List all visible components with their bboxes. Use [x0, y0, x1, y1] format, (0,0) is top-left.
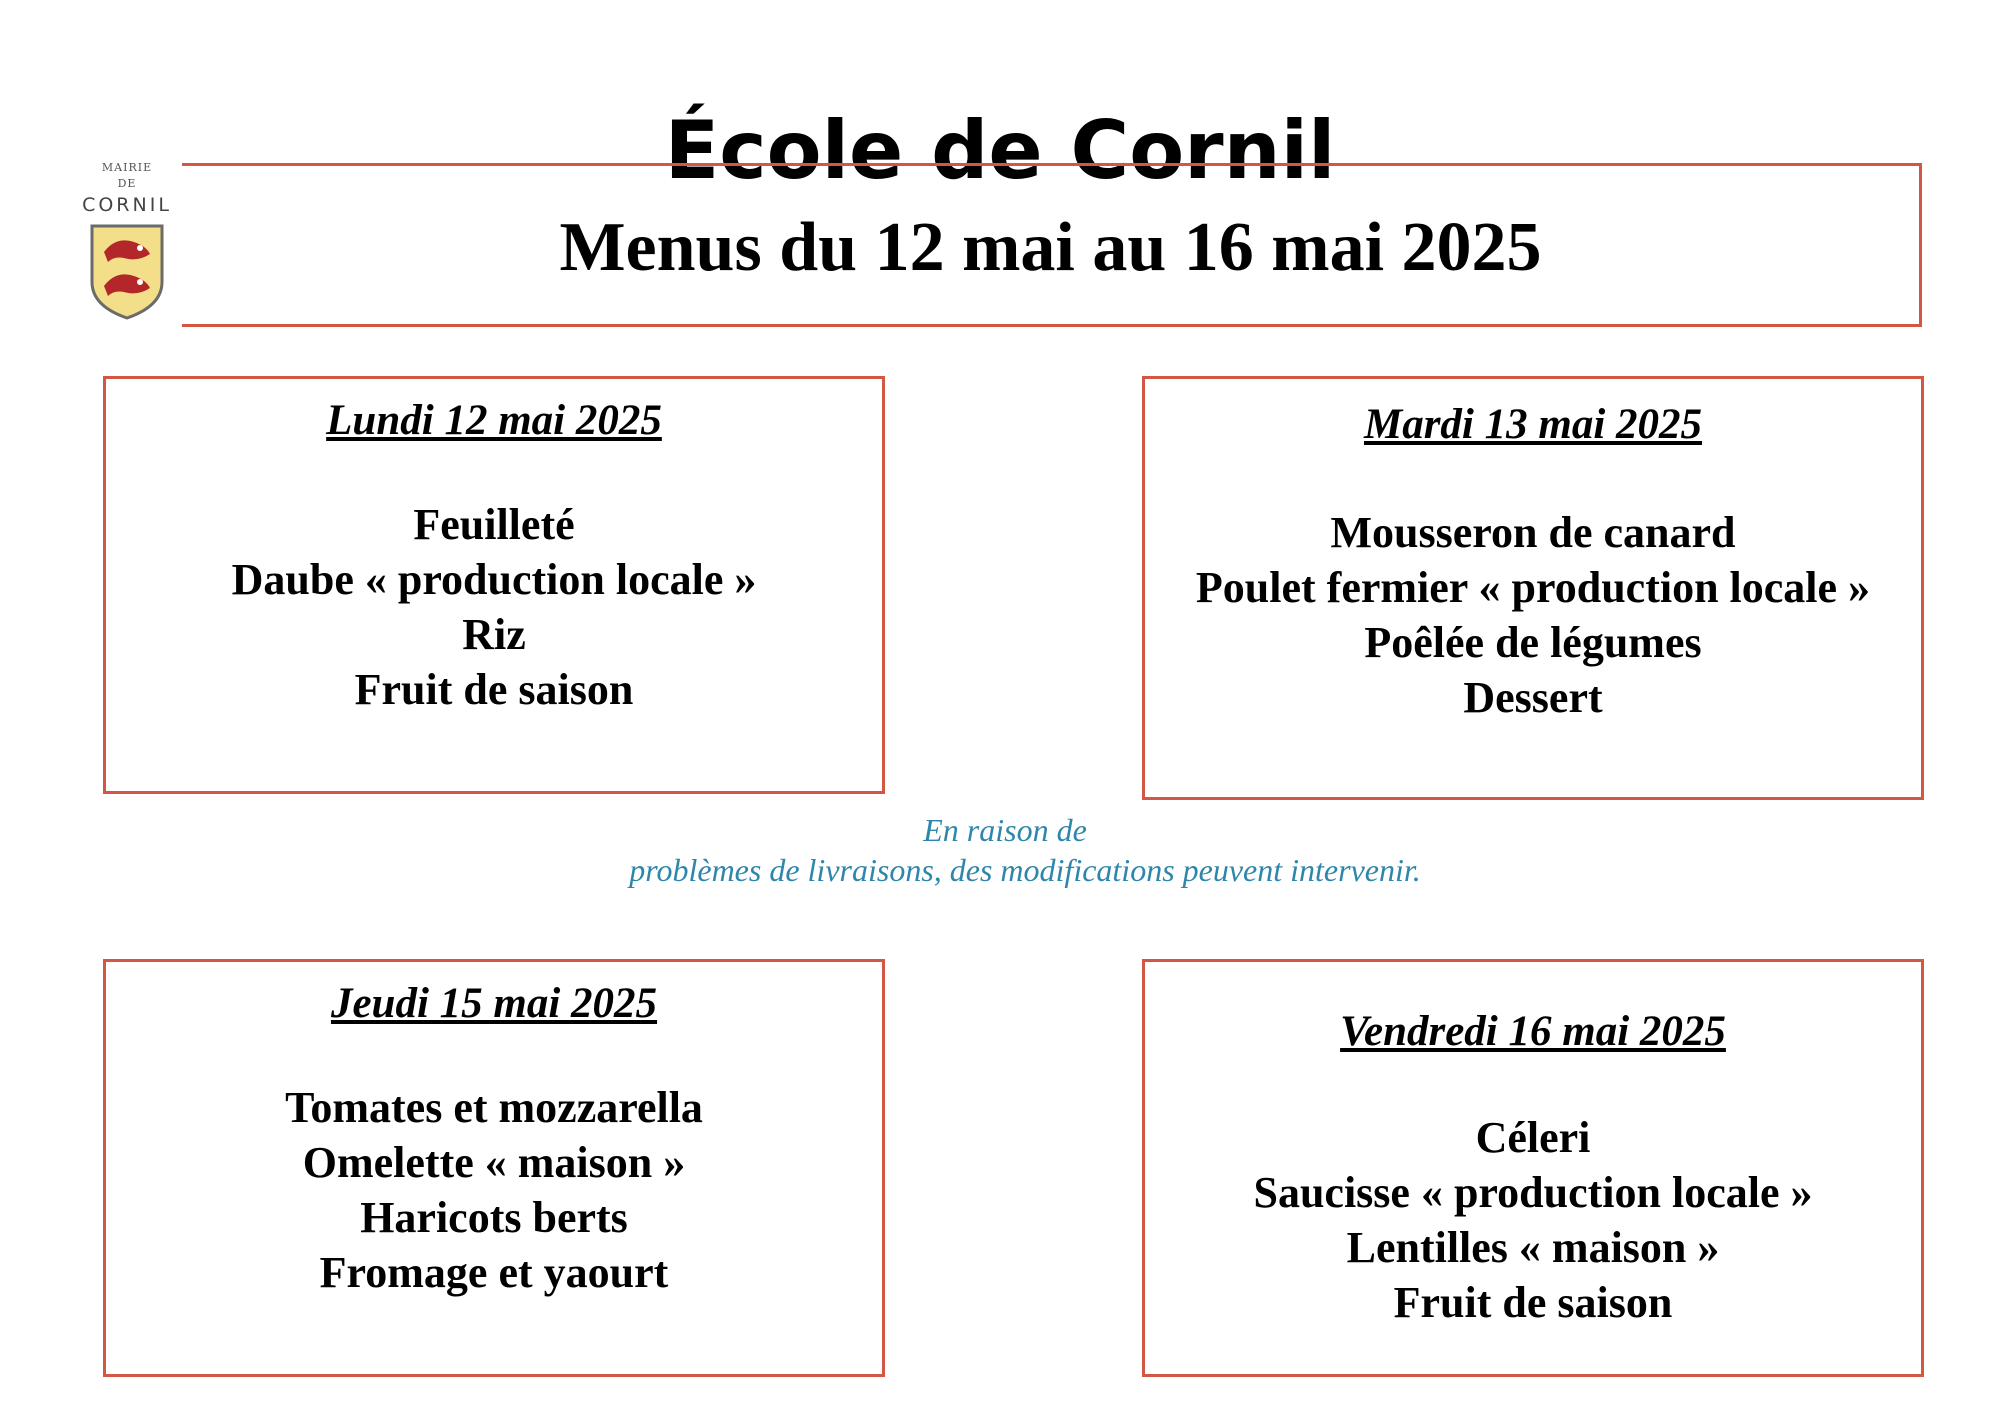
dish-item: Poêlée de légumes: [1364, 618, 1702, 667]
dish-item: Fromage et yaourt: [319, 1248, 669, 1297]
menu-header-box: [182, 163, 1922, 327]
delivery-notice: [0, 810, 2000, 890]
day-box-jeudi: [103, 959, 885, 1377]
day-box-mardi: [1142, 376, 1924, 800]
dish-item: Dessert: [1463, 673, 1603, 722]
dish-item: Mousseron de canard: [1330, 508, 1736, 557]
day-box-lundi: [103, 376, 885, 794]
logo-de-text: DE: [117, 177, 137, 190]
day-title: Mardi 13 mai 2025: [1363, 401, 1703, 448]
dish-item: Lentilles « maison »: [1346, 1223, 1720, 1272]
day-title: Jeudi 15 mai 2025: [330, 980, 658, 1027]
dish-item: Fruit de saison: [1393, 1278, 1673, 1327]
menu-period-title: Menus du 12 mai au 16 mai 2025: [559, 209, 1542, 286]
dish-item: Fruit de saison: [354, 665, 634, 714]
page-title: École de Cornil: [664, 103, 1336, 197]
coat-of-arms-icon: [88, 222, 166, 322]
logo-cornil-text: CORNIL: [82, 194, 172, 216]
mairie-logo: [72, 160, 182, 340]
dish-item: Saucisse « production locale »: [1253, 1168, 1813, 1217]
day-title: Lundi 12 mai 2025: [326, 397, 662, 444]
dish-item: Tomates et mozzarella: [285, 1083, 703, 1132]
dish-item: Omelette « maison »: [302, 1138, 686, 1187]
notice-line-1: En raison de: [923, 812, 1087, 848]
notice-line-2: problèmes de livraisons, des modifications peuvent intervenir.: [629, 852, 1421, 888]
dish-item: Feuilleté: [413, 500, 575, 549]
dish-list: [106, 1080, 882, 1300]
dish-list: [1145, 1110, 1921, 1330]
dish-list: [106, 497, 882, 717]
logo-mairie-text: MAIRIE: [101, 161, 153, 174]
dish-item: Haricots berts: [360, 1193, 628, 1242]
dish-item: Poulet fermier « production locale »: [1195, 563, 1871, 612]
dish-item: Riz: [462, 610, 526, 659]
dish-list: [1145, 505, 1921, 725]
dish-item: Céleri: [1475, 1113, 1591, 1162]
day-box-vendredi: [1142, 959, 1924, 1377]
dish-item: Daube « production locale »: [231, 555, 757, 604]
day-title: Vendredi 16 mai 2025: [1340, 1008, 1726, 1055]
